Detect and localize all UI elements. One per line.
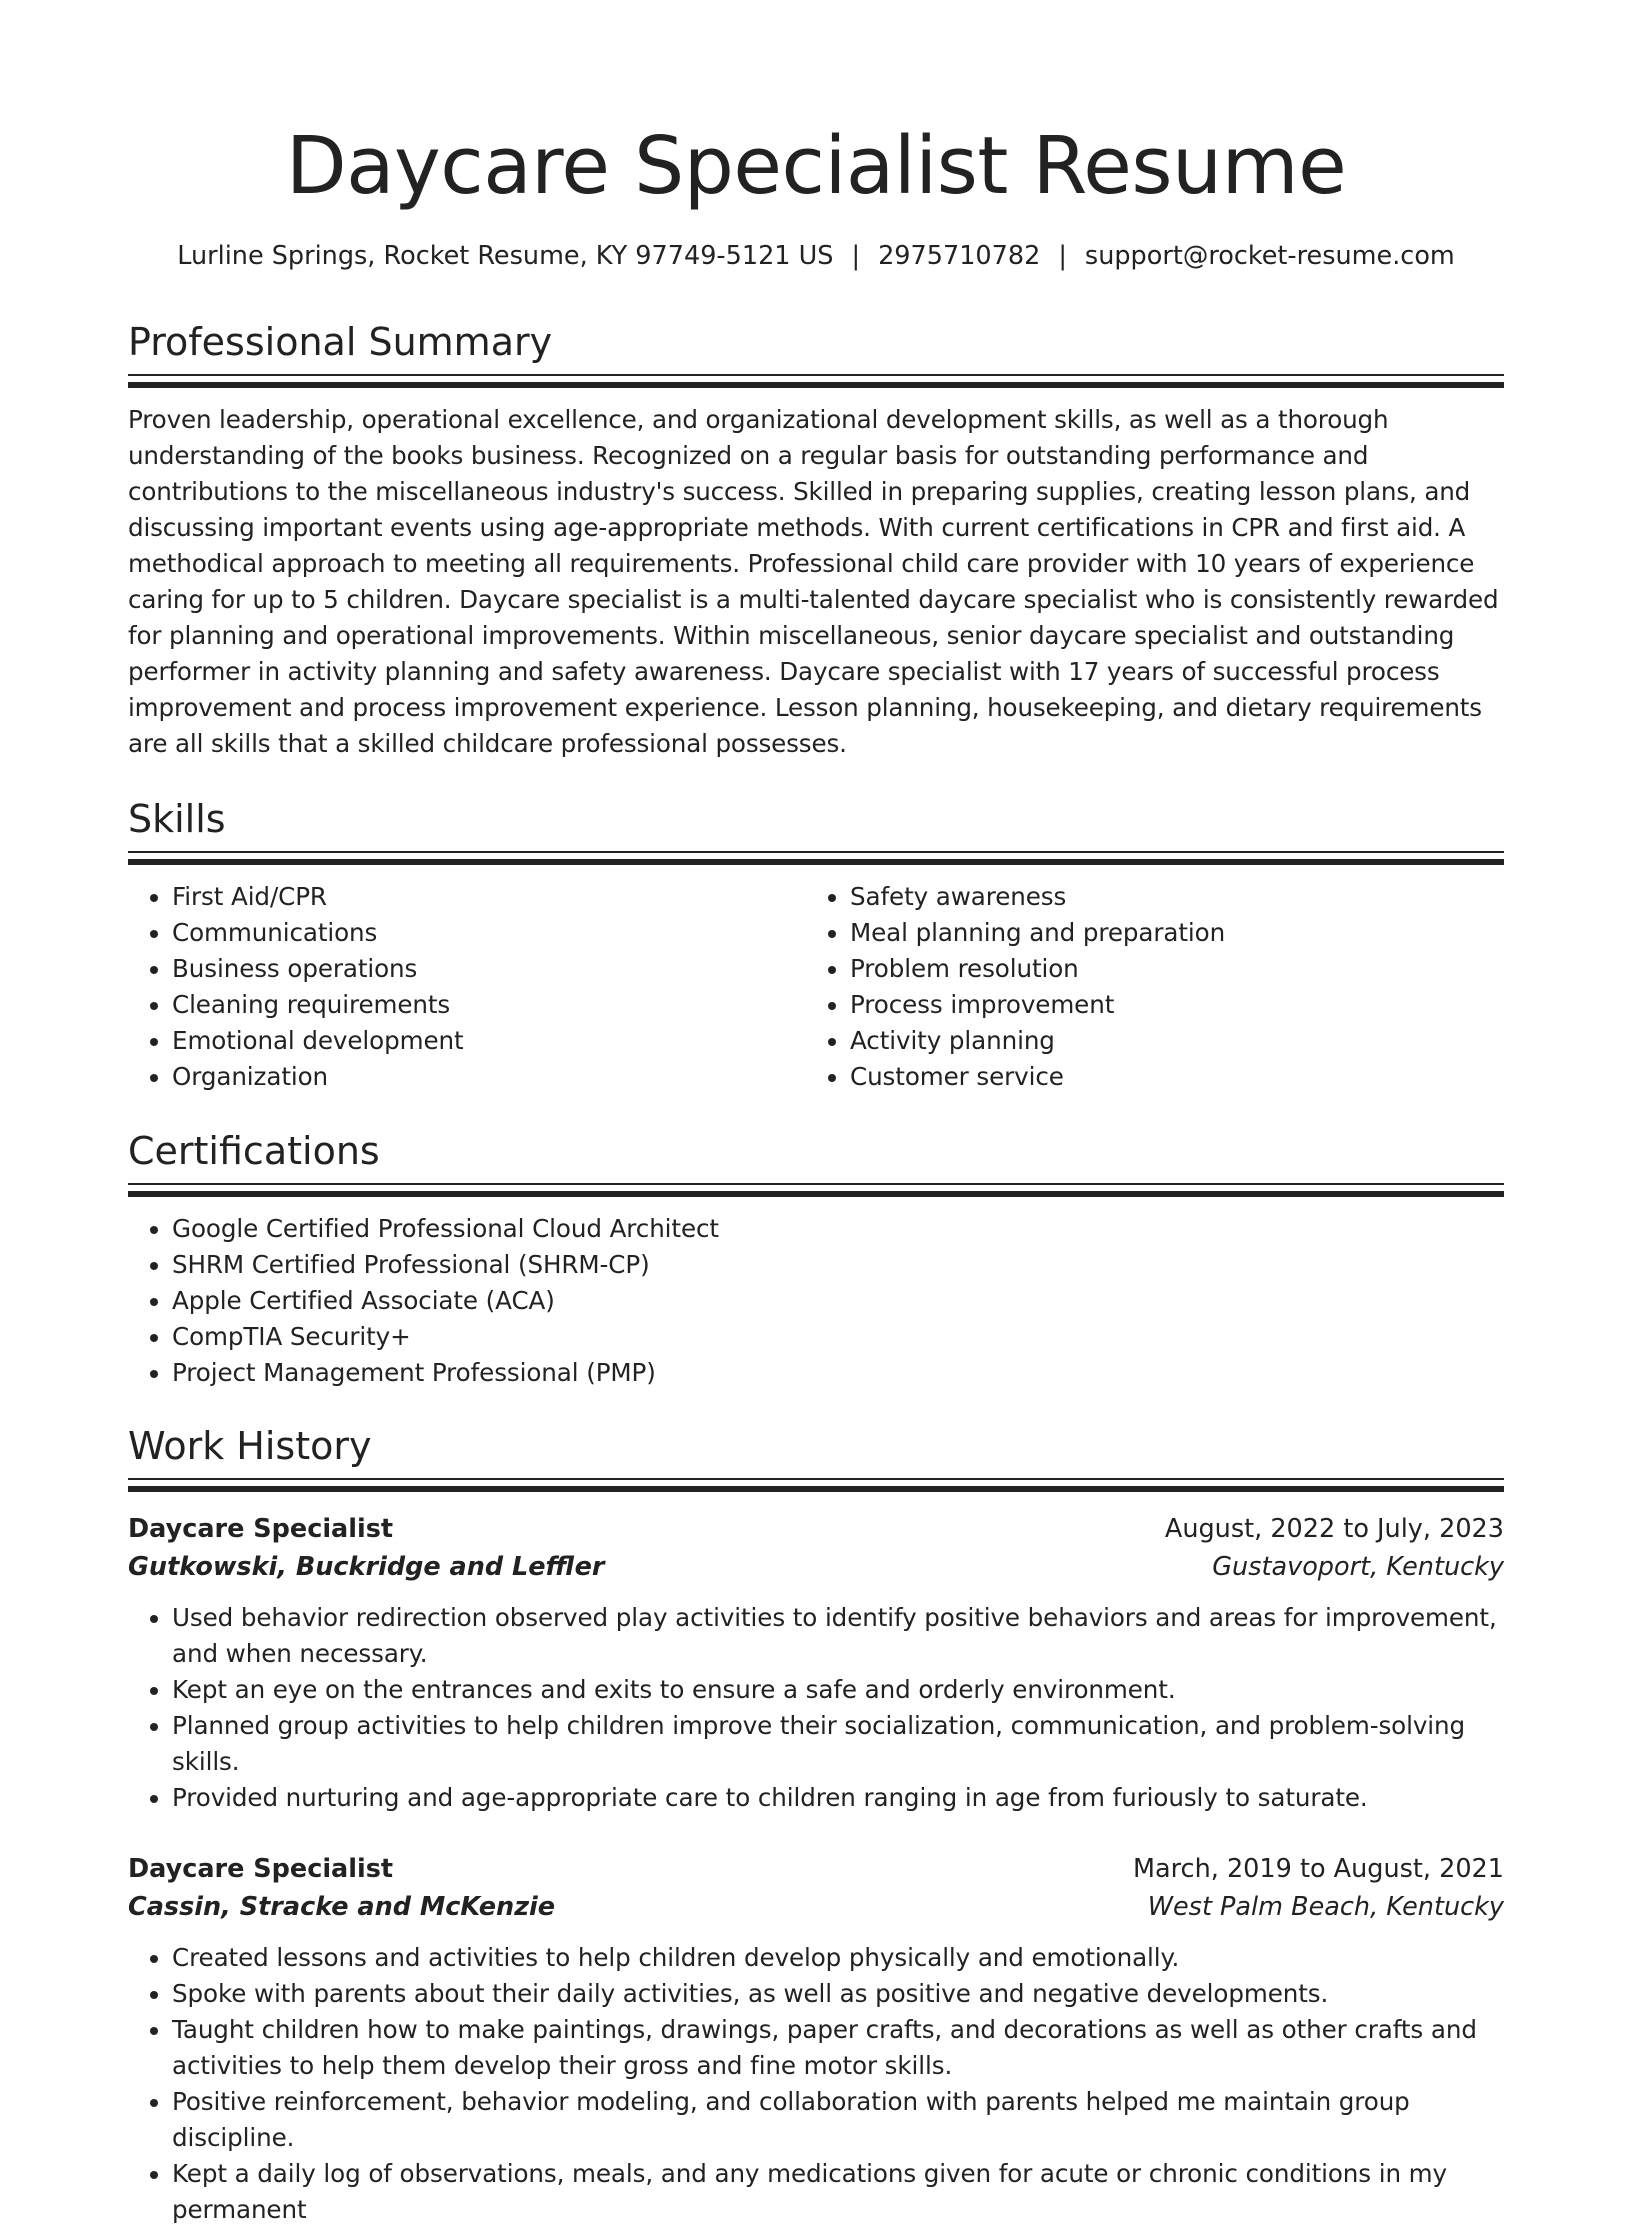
skills-section [128, 795, 1504, 1095]
certifications-list [128, 1211, 1504, 1391]
list-item: • Business operations [172, 951, 806, 987]
summary-heading: Professional Summary [128, 320, 553, 364]
list-item: • Meal planning and preparation [850, 915, 1484, 951]
job-location: West Palm Beach, Kentucky [1147, 1892, 1504, 1922]
list-item: • Apple Certified Associate (ACA) [172, 1283, 1504, 1319]
list-item: • Communications [172, 915, 806, 951]
list-item: • Safety awareness [850, 879, 1484, 915]
job-duties-list [128, 1940, 1504, 2228]
job-dates: March, 2019 to August, 2021 [1133, 1854, 1504, 1884]
section-divider [128, 374, 1504, 388]
job-duties-list [128, 1600, 1504, 1816]
job-entry [128, 1850, 1504, 2228]
list-item: • Provided nurturing and age-appropriate care to children ranging in age from furiously to saturate. [172, 1780, 1504, 1816]
work-history-heading: Work History [128, 1424, 372, 1468]
contact-line [0, 238, 1632, 274]
list-item: • Used behavior redirection observed play activities to identify positive behaviors and areas for improvement, and when necessary. [172, 1600, 1504, 1672]
job-title: Daycare Specialist [128, 1514, 394, 1544]
certifications-heading: Certifications [128, 1129, 380, 1173]
section-divider [128, 851, 1504, 865]
job-subheader [128, 1888, 1504, 1926]
job-company: Cassin, Stracke and McKenzie [128, 1892, 556, 1922]
list-item: • Project Management Professional (PMP) [172, 1355, 1504, 1391]
certifications-section [128, 1127, 1504, 1391]
list-item: • Kept a daily log of observations, meals, and any medications given for acute or chronic conditions in my permanent [172, 2156, 1504, 2228]
skills-list-left [128, 879, 806, 1095]
list-item: • Problem resolution [850, 951, 1484, 987]
contact-separator: | [851, 241, 861, 271]
list-item: • Emotional development [172, 1023, 806, 1059]
list-item: • Created lessons and activities to help children develop physically and emotionally. [172, 1940, 1504, 1976]
list-item: • Planned group activities to help children improve their socialization, communication, and problem-solving skills. [172, 1708, 1504, 1780]
list-item: • Activity planning [850, 1023, 1484, 1059]
job-title: Daycare Specialist [128, 1854, 394, 1884]
list-item: • CompTIA Security+ [172, 1319, 1504, 1355]
list-item: • Spoke with parents about their daily activities, as well as positive and negative developments. [172, 1976, 1504, 2012]
job-location: Gustavoport, Kentucky [1212, 1552, 1504, 1582]
job-entry [128, 1510, 1504, 1816]
job-header [128, 1510, 1504, 1548]
contact-phone: 2975710782 [878, 241, 1041, 271]
list-item: • Organization [172, 1059, 806, 1095]
list-item: • Taught children how to make paintings, drawings, paper crafts, and decorations as well as other crafts and activities to help them develop their gross and fine motor skills. [172, 2012, 1504, 2084]
summary-section [128, 318, 1504, 762]
list-item: • SHRM Certified Professional (SHRM-CP) [172, 1247, 1504, 1283]
section-divider [128, 1183, 1504, 1197]
job-header [128, 1850, 1504, 1888]
contact-address: Lurline Springs, Rocket Resume, KY 97749-5121 US [177, 241, 834, 271]
page-title: Daycare Specialist Resume [285, 120, 1347, 212]
job-dates: August, 2022 to July, 2023 [1164, 1514, 1504, 1544]
list-item: • Kept an eye on the entrances and exits to ensure a safe and orderly environment. [172, 1672, 1504, 1708]
section-divider [128, 1478, 1504, 1492]
skills-heading: Skills [128, 797, 226, 841]
job-company: Gutkowski, Buckridge and Leffler [128, 1552, 605, 1582]
work-history-section [128, 1422, 1504, 2228]
summary-text: Proven leadership, operational excellence, and organizational development skills, as well as a thorough understanding of the books business. Recognized on a regular basis for outstanding performance and contributions to the miscellaneous industry's success. Skilled in preparing supplies, creating lesson plans, and discussing important events using age-appropriate methods. With current certifications in CPR and first aid. A methodical approach to meeting all requirements. Professional child care provider with 10 years of experience caring for up to 5 children. Daycare specialist is a multi-talented daycare specialist who is consistently rewarded for planning and operational improvements. Within miscellaneous, senior daycare specialist and outstanding performer in activity planning and safety awareness. Daycare specialist with 17 years of successful process improvement and process improvement experience. Lesson planning, housekeeping, and dietary requirements are all skills that a skilled childcare professional possesses. [128, 405, 1499, 758]
skills-grid [128, 865, 1504, 1095]
job-subheader [128, 1548, 1504, 1586]
list-item: • First Aid/CPR [172, 879, 806, 915]
list-item: • Google Certified Professional Cloud Architect [172, 1211, 1504, 1247]
contact-separator: | [1058, 241, 1067, 271]
list-item: • Customer service [850, 1059, 1484, 1095]
contact-email: support@rocket-resume.com [1084, 241, 1455, 271]
list-item: • Positive reinforcement, behavior modeling, and collaboration with parents helped me maintain group discipline. [172, 2084, 1504, 2156]
skills-list-right [806, 879, 1484, 1095]
list-item: • Process improvement [850, 987, 1484, 1023]
list-item: • Cleaning requirements [172, 987, 806, 1023]
